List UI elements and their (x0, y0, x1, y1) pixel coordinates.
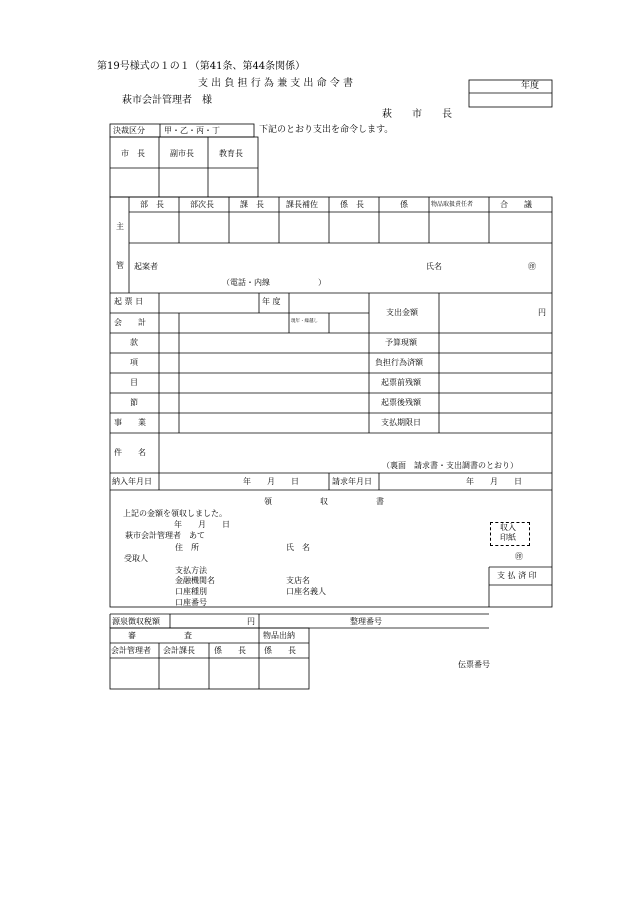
superintendent-label: 教育長 (219, 149, 243, 158)
name-label: 氏 名 (286, 543, 310, 552)
goods-label: 物品出納 (263, 631, 295, 640)
section-label-top: 主 (116, 222, 124, 231)
deputy-mayor-label: 副市長 (170, 149, 194, 158)
issuer: 萩 市 長 (382, 109, 452, 120)
payment-method-label: 支払方法 (175, 566, 207, 575)
drafter-name-label: 氏名 (426, 262, 442, 271)
withholding-label: 源泉徴収税額 (112, 617, 160, 626)
recipient-label: 受取人 (124, 554, 148, 563)
addressee: 萩市会計管理者 様 (122, 95, 212, 106)
committed-label: 負担行為済額 (375, 358, 423, 367)
subject-label: 件 名 (114, 448, 146, 457)
draft-date-label: 起 票 日 (114, 297, 144, 306)
role-kacho: 課 長 (240, 200, 264, 209)
account-number-label: 口座番号 (175, 598, 207, 607)
drafter-seal: ㊞ (528, 262, 536, 271)
receipt-to: 萩市会計管理者 あて (125, 531, 205, 540)
after-balance-label: 起票後残額 (381, 398, 421, 407)
voucher-number-label: 伝票番号 (458, 660, 490, 669)
setsu-label: 節 (130, 398, 138, 407)
kou-label: 項 (130, 358, 138, 367)
mayor-label: 市 長 (121, 149, 145, 158)
role-goods-manager: 物品取扱責任者 (431, 201, 474, 208)
withholding-yen: 円 (247, 617, 255, 626)
kan-label: 款 (130, 338, 138, 347)
project-label: 事 業 (114, 418, 146, 427)
due-date-label: 支払期限日 (381, 418, 421, 427)
approval-category-label: 決裁区分 (113, 126, 145, 135)
role-kakari: 係 (400, 200, 408, 209)
role-kakaricho: 係 長 (340, 200, 364, 209)
budget-balance-label: 予算現額 (385, 338, 417, 347)
role-kacho-hosa: 課長補佐 (286, 200, 318, 209)
amount-yen: 円 (538, 308, 546, 317)
phone-label: （電話・内線 ） (222, 278, 326, 287)
moku-label: 目 (130, 378, 138, 387)
role-consultation: 合 議 (500, 200, 532, 209)
accountant-label: 会計管理者 (111, 646, 151, 655)
audit-label: 審 査 (128, 631, 192, 640)
receipt-date: 年 月 日 (174, 520, 230, 529)
invoice-date-label: 請求年月日 (332, 477, 372, 486)
form-title: 支 出 負 担 行 為 兼 支 出 命 令 書 (198, 78, 353, 89)
address-label: 住 所 (175, 543, 199, 552)
form-number: 第19号様式の１の１（第41条、第44条関係） (97, 61, 306, 72)
order-text: 下記のとおり支出を命令します。 (259, 125, 394, 135)
revenue-stamp-line2: 印紙 (500, 533, 516, 542)
clerk1-label: 係 長 (214, 646, 246, 655)
revenue-stamp-line1: 収入 (500, 523, 516, 532)
reference-number-label: 整理番号 (350, 617, 382, 626)
approval-category-value: 甲・乙・丙・丁 (164, 126, 220, 135)
invoice-date-ymd: 年 月 日 (466, 477, 522, 486)
receipt-title: 領 収 書 (264, 497, 384, 506)
account-holder-label: 口座名義人 (286, 587, 326, 596)
before-balance-label: 起票前残額 (381, 378, 421, 387)
drafter-label: 起案者 (134, 262, 158, 271)
delivery-date-ymd: 年 月 日 (243, 477, 299, 486)
clerk2-label: 係 長 (264, 646, 296, 655)
subject-note: （裏面 請求書・支出調書のとおり） (382, 461, 518, 470)
received-text: 上記の金額を領収しました。 (123, 509, 227, 518)
branch-label: 支店名 (286, 576, 310, 585)
amount-label: 支出金額 (386, 308, 418, 317)
accounting-chief-label: 会計課長 (163, 646, 195, 655)
paid-stamp-label: 支 払 済 印 (497, 571, 537, 580)
fiscal-year-label: 年度 (521, 81, 540, 91)
bank-label: 金融機関名 (175, 576, 215, 585)
ledger-note: 現年・繰越し (291, 319, 318, 324)
delivery-date-label: 納入年月日 (112, 477, 152, 486)
section-label-bottom: 管 (116, 261, 124, 270)
account-type-label: 口座種別 (175, 587, 207, 596)
recipient-seal: ㊞ (515, 552, 523, 561)
accounting-label: 会 計 (114, 318, 146, 327)
role-bujicho: 部次長 (190, 200, 214, 209)
role-bucho: 部 長 (140, 200, 164, 209)
year-label: 年 度 (262, 297, 281, 306)
